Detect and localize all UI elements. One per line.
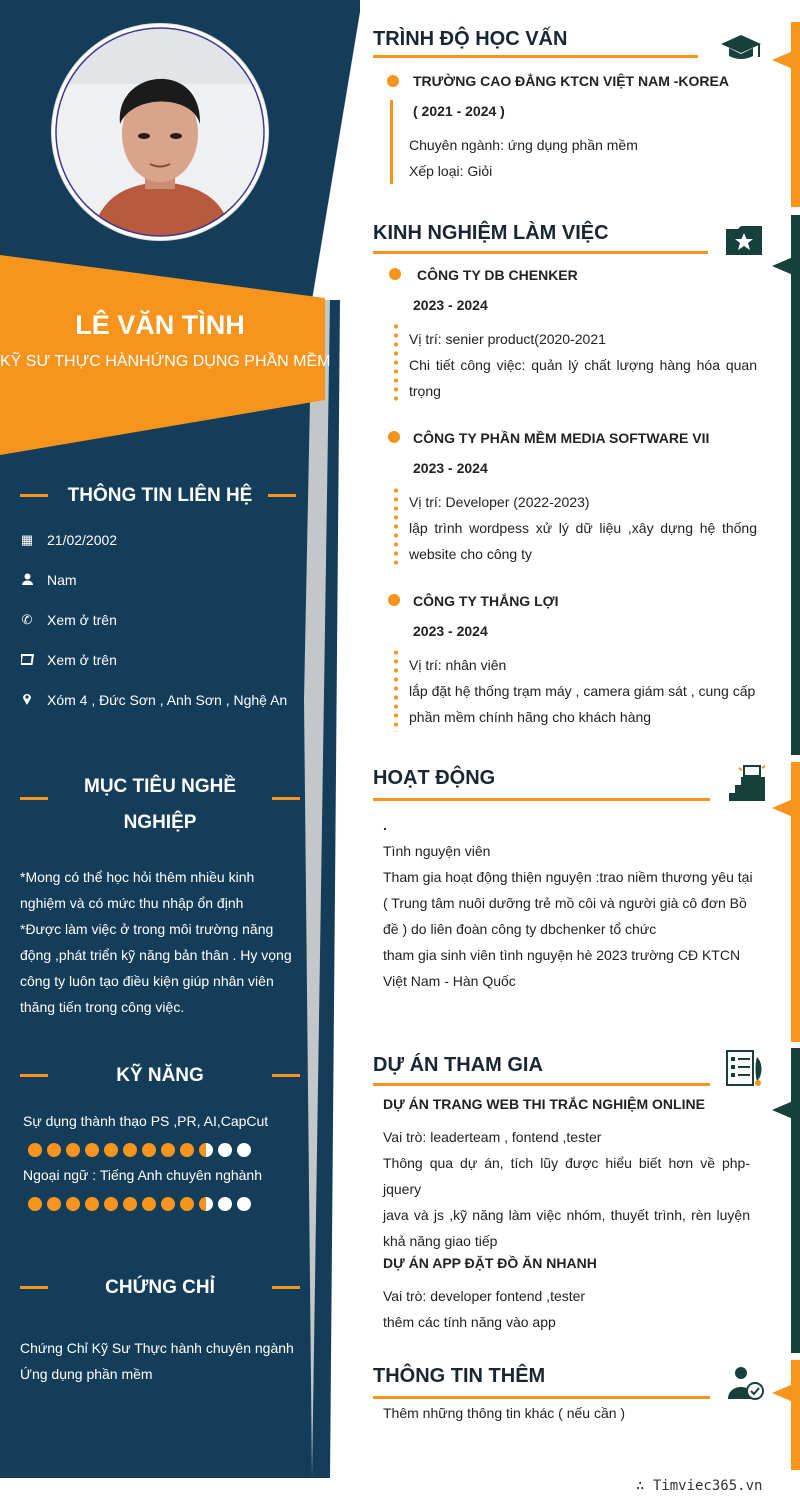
objective-line: thăng tiến trong công việc. (20, 999, 185, 1015)
job-detail: Chi tiết công việc: quản lý chất lượng hàng hóa quan (409, 357, 757, 373)
skill-rating (28, 1197, 251, 1211)
activity-line: đề ) do liên đoàn công ty dbchenker tổ chức (383, 921, 657, 937)
watermark (636, 1478, 762, 1494)
activities-text (383, 812, 753, 994)
job-detail: trọng (409, 383, 441, 399)
objective-line: động ,phát triển kỹ năng bản thân . Hy vọng (20, 947, 292, 963)
project-line: java và js ,kỹ năng làm việc nhóm, thuyết trình, rèn luyện (383, 1207, 750, 1223)
watermark-text: Timviec365.vn (652, 1478, 763, 1494)
section-rule (373, 1083, 710, 1086)
certificates-heading: CHỨNG CHỈ (105, 1277, 215, 1298)
job-role: Vị trí: senier product(2020-2021 (409, 331, 606, 347)
bullet-dot (387, 75, 399, 87)
school-name: TRƯỜNG CAO ĐẲNG KTCN VIỆT NAM -KOREA (413, 73, 729, 89)
grade-text: Xếp loại: Giỏi (409, 163, 493, 179)
profile-name: LÊ VĂN TÌNH (75, 310, 245, 340)
section-rule (373, 1396, 710, 1399)
job-period: 2023 - 2024 (413, 460, 488, 476)
project-line: Thông qua dự án, tích lũy được hiểu biết hơn về php-jquery (383, 1155, 750, 1197)
objective-heading-line1: MỤC TIÊU NGHỀ (84, 776, 236, 797)
email-icon (20, 653, 34, 668)
skill-dot (28, 1143, 42, 1157)
skills-heading: KỸ NĂNG (116, 1065, 204, 1086)
skill-dot (47, 1197, 61, 1211)
objective-heading (0, 769, 320, 841)
objective-line: *Mong có thể học hỏi thêm nhiều kinh (20, 869, 255, 885)
timeline-dots (394, 648, 398, 732)
skill-dot (180, 1197, 194, 1211)
section-rule (373, 798, 710, 801)
skill-rating (28, 1143, 251, 1157)
skill-dot (28, 1197, 42, 1211)
skill-dot (66, 1197, 80, 1211)
skill-dot (123, 1197, 137, 1211)
bullet-dot (388, 431, 400, 443)
company-name: CÔNG TY DB CHENKER (417, 267, 578, 283)
company-name: CÔNG TY PHẦN MỀM MEDIA SOFTWARE VII (413, 430, 710, 446)
activity-line: . (383, 817, 387, 833)
extra-text: Thêm những thông tin khác ( nếu cần ) (383, 1405, 626, 1421)
skill-dot (66, 1143, 80, 1157)
skill-dot (142, 1197, 156, 1211)
job-role: Vị trí: nhân viên (409, 657, 507, 673)
education-heading: TRÌNH ĐỘ HỌC VẤN (373, 28, 568, 50)
skill-dot (123, 1143, 137, 1157)
skill-dot (199, 1143, 213, 1157)
activity-line: Việt Nam - Hàn Quốc (383, 973, 516, 989)
objective-line: công ty luôn tạo điều kiện giúp nhân viên (20, 973, 274, 989)
company-name: CÔNG TY THẮNG LỢI (413, 593, 559, 609)
job-role: Vị trí: Developer (2022-2023) (409, 494, 590, 510)
job-detail: website cho công ty (409, 546, 532, 562)
job-period: 2023 - 2024 (413, 297, 488, 313)
divider (272, 797, 300, 800)
skill-dot (237, 1143, 251, 1157)
skill-dot (85, 1143, 99, 1157)
objective-text (20, 864, 298, 1020)
divider (272, 1074, 300, 1077)
contact-item-address (20, 690, 287, 710)
profile-photo (52, 24, 268, 240)
projects-heading: DỰ ÁN THAM GIA (373, 1054, 543, 1076)
project-details (383, 1124, 750, 1254)
skill-dot (180, 1143, 194, 1157)
project-line: Vai trò: leaderteam , fontend ,tester (383, 1129, 602, 1145)
timeline-bar (390, 100, 393, 184)
contact-heading: THÔNG TIN LIÊN HỆ (67, 485, 253, 506)
podium-icon (727, 763, 767, 808)
contact-text: Nam (47, 572, 77, 588)
school-period: ( 2021 - 2024 ) (413, 103, 505, 119)
user-check-icon (727, 1365, 765, 1406)
skill-dot (142, 1143, 156, 1157)
major-text: Chuyên ngành: ứng dụng phần mềm (409, 137, 638, 153)
skill-dot (104, 1197, 118, 1211)
user-icon (20, 573, 34, 588)
contact-item-birthday (20, 530, 117, 550)
graduation-cap-icon (719, 33, 763, 68)
certificate-line: Ứng dụng phần mềm (20, 1366, 153, 1382)
skill-label: Sự dụng thành thạo PS ,PR, AI,CapCut (23, 1113, 269, 1129)
activity-line: ( Trung tâm nuôi dưỡng trẻ mồ côi và người già cô đơn Bồ (383, 895, 747, 911)
calendar-icon: ▦ (20, 532, 34, 547)
certificate-line: Chứng Chỉ Kỹ Sư Thực hành chuyên ngành (20, 1340, 294, 1356)
skill-label: Ngoại ngữ : Tiếng Anh chuyên nghành (23, 1167, 262, 1183)
activity-line: Tình nguyện viên (383, 843, 491, 859)
job-detail: lắp đặt hệ thống trạm máy , camera giám sát , cung cấp (409, 683, 756, 699)
phone-icon: ✆ (21, 612, 33, 627)
experience-heading: KINH NGHIỆM LÀM VIỆC (373, 222, 609, 244)
map-pin-icon (20, 692, 34, 708)
contact-item-phone[interactable] (20, 610, 117, 630)
bullet-dot (388, 594, 400, 606)
contact-text: Xem ở trên (47, 652, 117, 668)
skill-dot (218, 1143, 232, 1157)
certificates-text (20, 1335, 310, 1387)
profile-title: KỸ SƯ THỰC HÀNHỨNG DỤNG PHẦN MỀM (0, 353, 331, 370)
briefcase-star-icon (724, 223, 764, 262)
skill-dot (218, 1197, 232, 1211)
contact-item-gender (20, 570, 77, 590)
divider (272, 1286, 300, 1289)
objective-heading-line2: NGHIỆP (123, 812, 197, 833)
section-rule (373, 55, 698, 58)
skill-dot (199, 1197, 213, 1211)
skill-dot (237, 1197, 251, 1211)
skill-dot (161, 1197, 175, 1211)
extra-heading: THÔNG TIN THÊM (373, 1365, 546, 1387)
job-detail: phần mềm chính hãng cho khách hàng (409, 709, 652, 725)
triangle-dots-icon: ∴ (636, 1478, 653, 1494)
contact-item-email[interactable] (20, 650, 117, 670)
avatar (52, 24, 268, 240)
activities-heading: HOẠT ĐỘNG (373, 767, 496, 789)
skill-dot (85, 1197, 99, 1211)
timeline-dots (394, 486, 398, 568)
project-name: DỰ ÁN APP ĐẶT ĐỒ ĂN NHANH (383, 1255, 597, 1271)
checklist-icon (725, 1049, 765, 1092)
contact-text: Xem ở trên (47, 612, 117, 628)
skill-dot (104, 1143, 118, 1157)
project-line: Vai trò: developer fontend ,tester (383, 1288, 586, 1304)
activity-line: Tham gia hoạt động thiện nguyện :trao niềm thương yêu tại (383, 869, 753, 885)
activity-line: tham gia sinh viên tình nguyện hè 2023 trường CĐ KTCN (383, 947, 741, 963)
project-name: DỰ ÁN TRANG WEB THI TRẮC NGHIỆM ONLINE (383, 1096, 705, 1112)
job-detail: lập trình wordpess xử lý dữ liệu ,xây dựng hệ thống (409, 520, 757, 536)
project-line: thêm các tính năng vào app (383, 1314, 556, 1330)
contact-text: 21/02/2002 (47, 532, 118, 548)
skill-dot (161, 1143, 175, 1157)
section-rule (373, 251, 708, 254)
project-line: khả năng giao tiếp (383, 1233, 498, 1249)
edge-notches (766, 0, 800, 1503)
bullet-dot (389, 268, 401, 280)
project-details (383, 1283, 585, 1335)
timeline-dots (394, 322, 398, 404)
objective-line: *Được làm việc ở trong môi trường năng (20, 921, 274, 937)
divider (268, 494, 296, 497)
contact-text: Xóm 4 , Đức Sơn , Anh Sơn , Nghệ An (47, 692, 288, 708)
skill-dot (47, 1143, 61, 1157)
objective-line: nghiệm và có mức thu nhập ổn định (20, 895, 244, 911)
sidebar (0, 0, 360, 1478)
job-period: 2023 - 2024 (413, 623, 488, 639)
